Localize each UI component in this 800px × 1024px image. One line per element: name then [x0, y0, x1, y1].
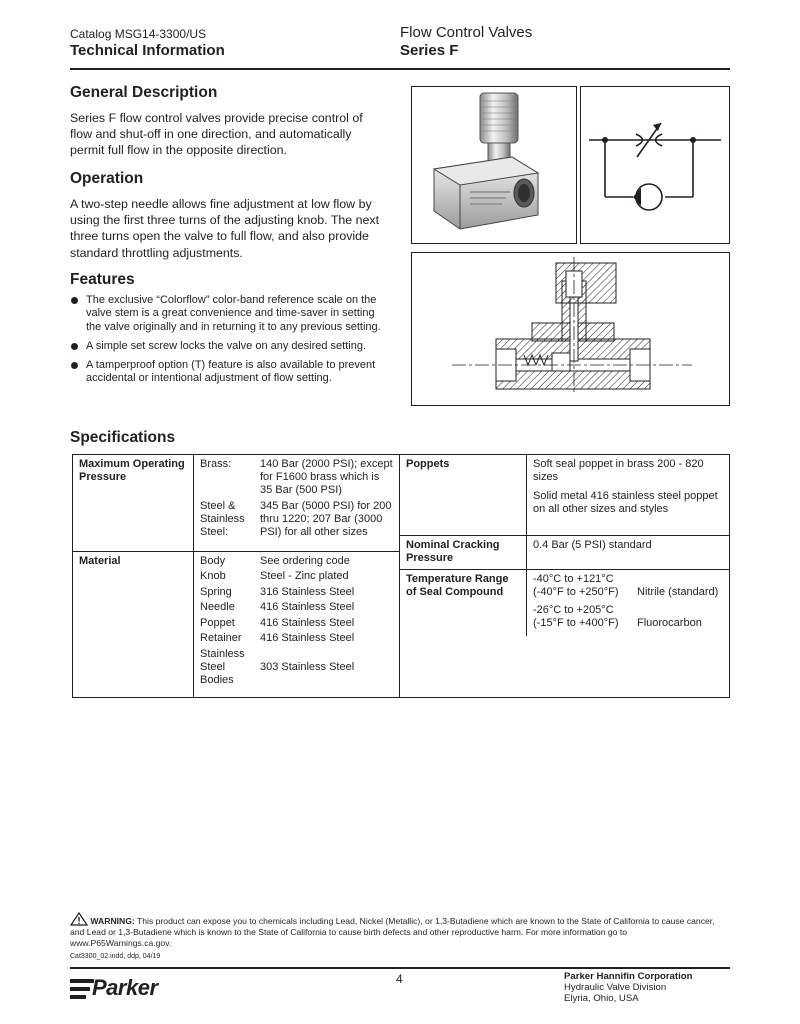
spec-value: 416 Stainless Steel — [260, 632, 355, 644]
spec-value: 303 Stainless Steel — [260, 660, 355, 673]
bullet-icon — [71, 343, 78, 350]
feature-text: A simple set screw locks the valve on any desired setting. — [86, 339, 367, 352]
hydraulic-symbol — [580, 86, 730, 244]
general-description-heading: General Description — [70, 84, 218, 101]
product-line: Flow Control Valves — [400, 24, 533, 41]
nitrile-fahrenheit: (-40°F to +250°F) — [533, 586, 619, 598]
table-right-border — [729, 455, 730, 698]
warning-triangle-icon — [70, 912, 88, 926]
spec-value: See ordering code — [260, 554, 350, 567]
feature-text: The exclusive “Colorflow” color-band reference scale on the valve stem is a great convenience and time-saver in setting the valve originally and in returning it to any previous setting. — [86, 294, 381, 333]
spec-key: Stainless Steel Bodies — [200, 647, 245, 686]
spec-key: Retainer — [200, 632, 242, 644]
features-heading: Features — [70, 271, 135, 288]
specifications-table-right — [400, 455, 730, 636]
nitrile-seal-name: Nitrile (standard) — [637, 586, 719, 598]
spec-value: 345 Bar (5000 PSI) for 200 thru 1220; 207 Bar (3000 PSI) for all other sizes — [260, 499, 392, 538]
spec-value: 140 Bar (2000 PSI); except for F1600 brass which is 35 Bar (500 PSI) — [260, 458, 393, 496]
table-bottom-border — [72, 697, 730, 698]
specifications-table-left — [72, 455, 400, 698]
max-pressure-values — [194, 455, 400, 551]
fluorocarbon-fahrenheit: (-15°F to +400°F) — [533, 617, 619, 629]
general-description-text: Series F flow control valves provide precise control of flow and shut-off in one direction, and automatically permit full flow in the opposite direction. — [70, 111, 363, 158]
spec-key: Knob — [200, 570, 226, 582]
poppets-value-1: Soft seal poppet in brass 200 - 820 sizes — [533, 458, 704, 483]
specifications-heading: Specifications — [70, 429, 176, 446]
company-name: Parker Hannifin Corporation — [564, 971, 693, 982]
division-name: Hydraulic Valve Division — [564, 982, 667, 993]
poppets-values — [527, 455, 730, 536]
parker-logo-text: Parker — [92, 975, 158, 1000]
spec-value: 416 Stainless Steel — [260, 616, 355, 629]
operation-heading: Operation — [70, 170, 144, 187]
bullet-icon — [71, 297, 78, 304]
feature-item — [70, 294, 388, 334]
bullet-icon — [71, 362, 78, 369]
temperature-label: Temperature Range of Seal Compound — [400, 570, 527, 637]
header-rule — [70, 68, 730, 70]
parker-logo — [70, 974, 164, 1004]
spec-key: Poppet — [200, 616, 235, 629]
feature-item — [70, 340, 388, 353]
valve-photo — [411, 86, 577, 244]
spec-value: 316 Stainless Steel — [260, 585, 355, 598]
series-title: Series F — [400, 42, 459, 59]
spec-value: 416 Stainless Steel — [260, 601, 355, 613]
spec-key: Steel & Stainless Steel: — [200, 499, 245, 538]
section-title: Technical Information — [70, 42, 225, 59]
spec-value: Steel - Zinc plated — [260, 570, 349, 582]
poppets-value-2: Solid metal 416 stainless steel poppet on all other sizes and styles — [533, 490, 718, 515]
cracking-pressure-value: 0.4 Bar (5 PSI) standard — [533, 539, 652, 551]
features-list — [70, 294, 388, 392]
page-number: 4 — [396, 972, 403, 986]
spec-key: Body — [200, 554, 226, 567]
valve-photo-illustration — [412, 87, 576, 243]
material-label: Material — [73, 551, 194, 698]
file-reference: Cat3300_02.indd, ddp, 04/19 — [70, 953, 161, 960]
warning-text: This product can expose you to chemicals including Lead, Nickel (Metallic), or 1,3-Butadiene which are known to the State of California to cause cancer, and Lead or 1,3-Butadiene which is known to the State of California to cause birth defects and other reproductive harm. For more information go to www.P65Warnings.ca.gov. — [70, 916, 715, 948]
feature-text: A tamperproof option (T) feature is also available to prevent accidental or intentional adjustment of flow setting. — [86, 359, 376, 385]
operation-text: A two-step needle allows fine adjustment at low flow by using the first three turns of the adjusting knob. The next three turns open the valve to full flow, and also provide standard throttling adjustments. — [70, 197, 380, 260]
footer-rule — [70, 967, 730, 969]
fluorocarbon-seal-name: Fluorocarbon — [637, 617, 702, 629]
warning-notice — [70, 912, 730, 949]
check-valve-symbol-diagram — [581, 87, 729, 243]
spec-key: Spring — [200, 585, 232, 598]
fluorocarbon-celsius: -26°C to +205°C — [533, 604, 614, 616]
material-values — [194, 551, 400, 698]
cracking-pressure-label: Nominal Cracking Pressure — [400, 536, 527, 570]
cross-section-drawing — [411, 252, 730, 406]
poppets-label: Poppets — [400, 455, 527, 536]
catalog-number: Catalog MSG14-3300/US — [70, 27, 207, 41]
spec-key: Brass: — [200, 458, 232, 470]
temperature-values — [527, 570, 730, 637]
valve-cross-section-illustration — [412, 253, 729, 405]
nitrile-celsius: -40°C to +121°C — [533, 573, 614, 585]
spec-key: Needle — [200, 601, 235, 613]
max-pressure-label: Maximum Operating Pressure — [73, 455, 194, 551]
feature-item — [70, 359, 388, 386]
warning-label: WARNING: — [90, 916, 135, 926]
company-location: Elyria, Ohio, USA — [564, 993, 639, 1004]
